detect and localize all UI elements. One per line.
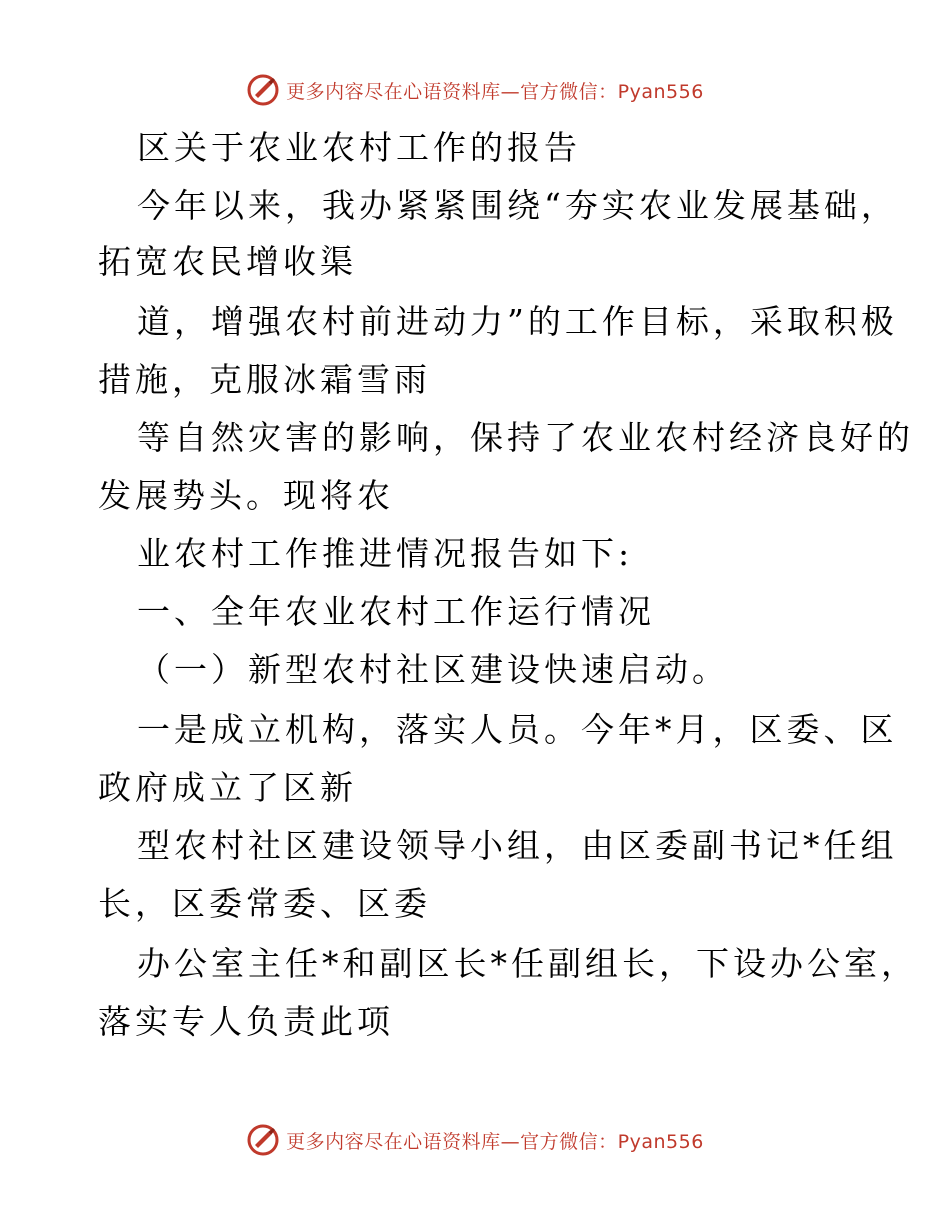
paragraph-line: 措施，克服冰霜雪雨 (98, 360, 431, 399)
paragraph-line: 长，区委常委、区委 (98, 884, 431, 923)
paragraph-line: 型农村社区建设领导小组，由区委副书记*任组 (137, 826, 898, 865)
paragraph-line: 道，增强农村前进动力”的工作目标，采取积极 (137, 302, 898, 341)
footer-watermark (0, 1120, 950, 1160)
paragraph-line: 拓宽农民增收渠 (98, 242, 357, 281)
header-watermark-text: 更多内容尽在心语资料库—官方微信：Pyan556 (286, 80, 704, 103)
paragraph-line: 落实专人负责此项 (98, 1002, 394, 1041)
document-title: 区关于农业农村工作的报告 (137, 128, 581, 167)
paragraph-line: 今年以来，我办紧紧围绕“夯实农业发展基础， (137, 186, 898, 225)
header-watermark (0, 70, 950, 110)
paragraph-line: 办公室主任*和副区长*任副组长，下设办公室， (137, 944, 918, 983)
paragraph-line: 一是成立机构，落实人员。今年*月，区委、区 (137, 710, 898, 749)
paragraph-line: 发展势头。现将农 (98, 476, 394, 515)
subsection-heading: （一）新型农村社区建设快速启动。 (137, 650, 729, 689)
watermark-logo-icon (246, 1123, 280, 1157)
footer-watermark-text: 更多内容尽在心语资料库—官方微信：Pyan556 (286, 1130, 704, 1153)
paragraph-line: 等自然灾害的影响，保持了农业农村经济良好的 (137, 418, 914, 457)
watermark-logo-icon (246, 73, 280, 107)
paragraph-line: 业农村工作推进情况报告如下: (137, 534, 634, 573)
paragraph-line: 政府成立了区新 (98, 768, 357, 807)
section-heading: 一、全年农业农村工作运行情况 (137, 592, 655, 631)
